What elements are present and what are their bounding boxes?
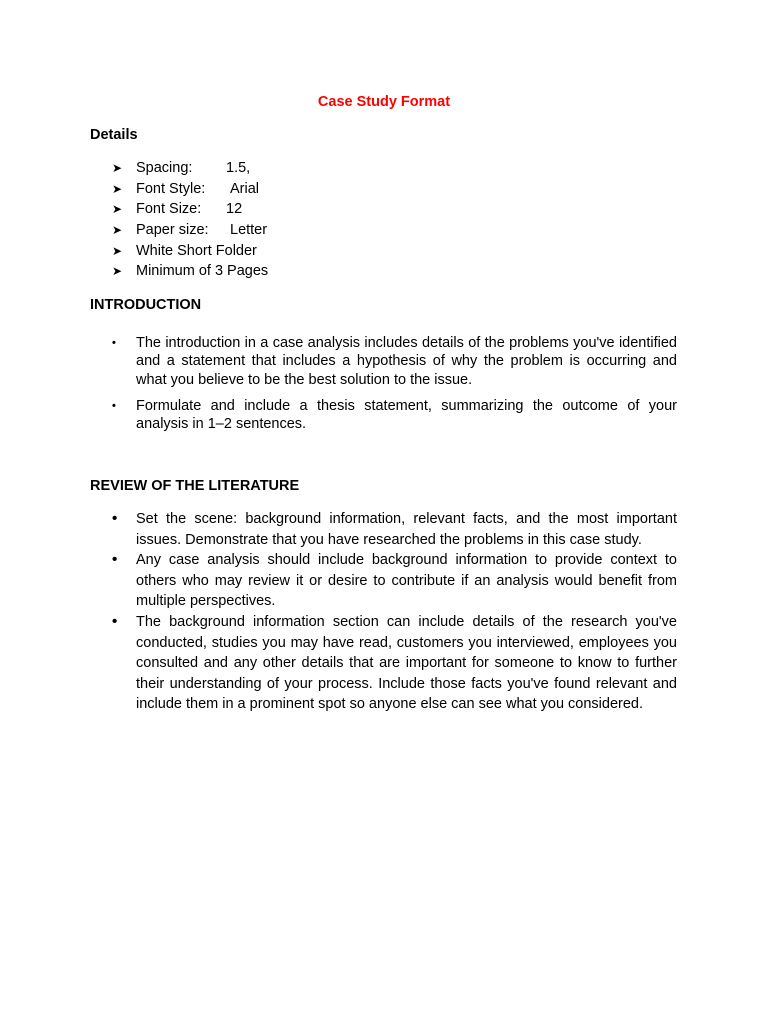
details-item-pages — [0, 261, 768, 282]
review-paragraph: The background information section can include details of the research you've conducted, studies you may have read, customers you interviewed, employees you consulted and any other details that are important for someone to know to further their understanding of your process. Include those facts you've found relevant and include them in a prominent spot so anyone else can see what you considered. — [136, 613, 677, 713]
bullet-dot-icon: • — [112, 399, 116, 412]
arrowhead-icon: ➤ — [112, 202, 123, 217]
arrowhead-icon: ➤ — [112, 223, 123, 238]
details-list — [0, 158, 768, 282]
details-value: Arial — [230, 180, 260, 197]
bullet-dot-icon: • — [112, 337, 116, 349]
bullet-dot-icon: • — [112, 510, 118, 527]
details-item-font-size — [0, 199, 768, 220]
introduction-paragraph: The introduction in a case analysis includes details of the problems you've identified and a statement that includes a hypothesis of why the problem is occurring and what you believe to be the best solution to the issue. — [136, 335, 677, 388]
details-item-folder — [0, 241, 768, 262]
introduction-list — [0, 334, 768, 441]
details-item-font-style — [0, 179, 768, 200]
bullet-dot-icon: • — [112, 551, 118, 569]
list-item — [0, 334, 768, 389]
list-item — [0, 397, 768, 434]
list-item — [0, 550, 768, 612]
review-paragraph: Any case analysis should include background information to provide context to others who may review it or desire to contribute if an analysis would benefit from multiple perspectives. — [136, 552, 677, 610]
list-item — [0, 612, 768, 715]
details-label: White Short Folder — [136, 242, 257, 259]
introduction-paragraph: Formulate and include a thesis statement, summarizing the outcome of your analysis in 1–2 sentences. — [136, 397, 677, 433]
details-value: Letter — [230, 222, 268, 239]
list-item — [0, 509, 768, 550]
arrowhead-icon: ➤ — [112, 161, 123, 175]
details-value: 12 — [226, 201, 243, 218]
details-label: Font Size: — [136, 201, 202, 218]
review-paragraph: Set the scene: background information, relevant facts, and the most important issues. Demonstrate that you have researched the problems in this case study. — [136, 511, 677, 548]
details-heading: Details — [90, 127, 138, 143]
arrowhead-icon: ➤ — [112, 264, 123, 279]
arrowhead-icon: ➤ — [112, 181, 123, 196]
arrowhead-icon: ➤ — [112, 243, 123, 258]
details-item-paper-size — [0, 220, 768, 241]
details-label: Font Style: — [136, 180, 206, 197]
details-item-spacing — [0, 158, 768, 179]
review-heading: REVIEW OF THE LITERATURE — [90, 478, 300, 494]
details-value: 1.5, — [226, 160, 251, 176]
details-label: Minimum of 3 Pages — [136, 263, 269, 280]
review-list — [0, 509, 768, 715]
document-title: Case Study Format — [317, 94, 451, 110]
introduction-heading: INTRODUCTION — [90, 297, 202, 313]
details-label: Paper size: — [136, 222, 209, 239]
details-label: Spacing: — [136, 160, 193, 176]
bullet-dot-icon: • — [112, 612, 118, 630]
